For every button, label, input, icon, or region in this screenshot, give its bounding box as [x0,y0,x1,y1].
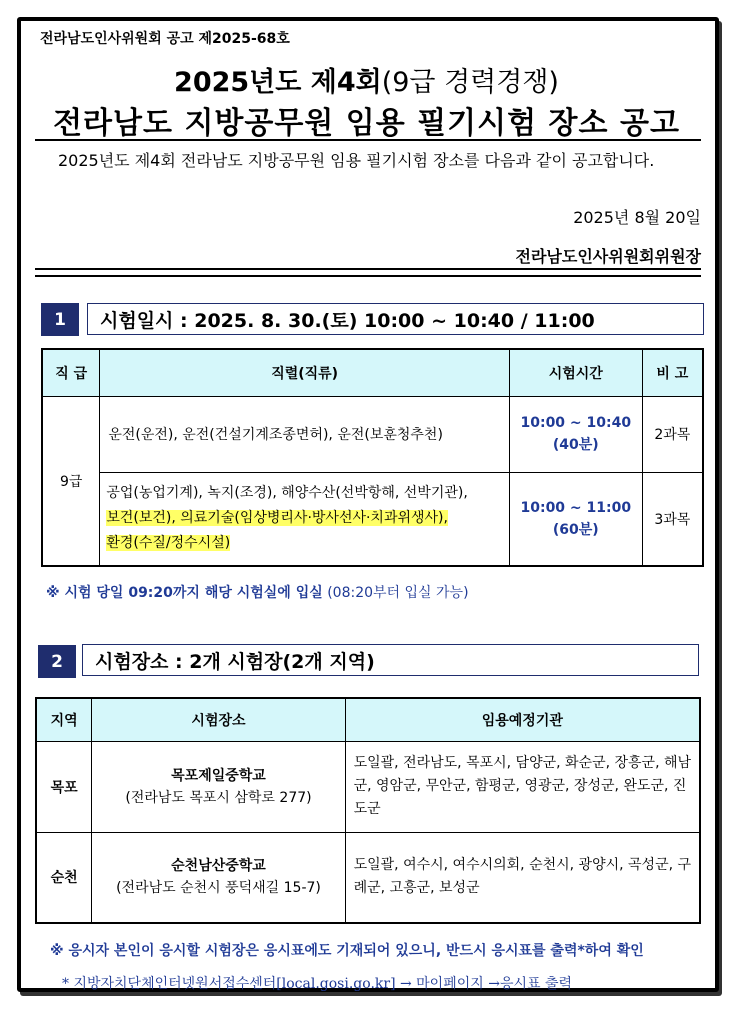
region-cell: 순천 [36,832,92,923]
exam-venue-table [35,697,701,924]
time-cell [509,472,642,566]
title-line1 [0,60,733,99]
double-divider [35,268,701,277]
agencies-cell: 도일괄, 여수시, 여수시의회, 순천시, 광양시, 곡성군, 구례군, 고흥군, 보성군 [345,832,700,923]
time-cell [509,396,642,472]
section1-title: 시험일시 : 2025. 8. 30.(토) 10:00 ~ 10:40 / 11:00 [87,303,704,335]
note-cell: 3과목 [642,472,703,566]
venue-cell [92,741,345,832]
intro-text: 2025년도 제4회 전라남도 지방공무원 임용 필기시험 장소를 다음과 같이 공고합니다. [58,151,655,170]
grade-cell: 9급 [42,396,100,566]
entry-time-rest: (08:20부터 입실 가능) [322,585,469,601]
header-agencies: 임용예정기관 [345,698,700,741]
venue-name: 목포제일중학교 [171,767,266,784]
section2-title: 시험장소 : 2개 시험장(2개 지역) [82,644,699,676]
table-header-row [36,698,700,741]
header-region: 지역 [36,698,92,741]
header-time: 시험시간 [509,349,642,396]
series-line: 공업(농업기계), 녹지(조경), 해양수산(선박항해, 선박기관), [106,485,468,502]
admission-ticket-note: ※ 응시자 본인이 응시할 시험장은 응시표에도 기재되어 있으니, 반드시 응시표를 출력*하여 확인 [50,943,644,959]
time-range: 10:00 ~ 11:00 [520,499,632,516]
series-highlight: 환경(수질/정수시설) [106,535,231,552]
header-series: 직렬(직류) [100,349,510,396]
table-row [36,832,700,923]
venue-address: (전라남도 순천시 풍덕새길 15-7) [116,880,321,897]
series-highlight: 보건(보건), 의료기술(임상병리사·방사선사·치과위생사), [106,510,448,527]
venue-name: 순천남산중학교 [171,858,266,875]
region-cell: 목포 [36,741,92,832]
entry-time-bold: ※ 시험 당일 09:20까지 해당 시험실에 입실 [46,585,323,601]
header-venue: 시험장소 [92,698,345,741]
ticket-print-guide: * 지방자치단체인터넷원서접수센터[local.gosi.go.kr] → 마이페이지 →응시표 출력 [62,976,573,992]
note-cell: 2과목 [642,396,703,472]
agencies-cell: 도일괄, 전라남도, 목포시, 담양군, 화순군, 장흥군, 해남군, 영암군, 무안군, 함평군, 영광군, 장성군, 완도군, 진도군 [345,741,700,832]
header-note: 비 고 [642,349,703,396]
title-light: (9급 경력경쟁) [381,67,559,98]
exam-schedule-table [41,348,704,567]
page-title: 전라남도 지방공무원 임용 필기시험 장소 공고 [53,106,680,141]
title-divider [35,139,701,141]
notice-date: 2025년 8월 20일 [573,208,701,227]
series-cell: 운전(운전), 운전(건설기계조종면허), 운전(보훈청추천) [100,396,510,472]
section2-number: 2 [38,645,76,678]
venue-cell [92,832,345,923]
section1-number: 1 [41,303,79,336]
time-duration: (60분) [552,521,599,538]
header-grade: 직 급 [42,349,100,396]
table-header-row [42,349,703,396]
time-duration: (40분) [552,437,599,453]
issuer: 전라남도인사위원회위원장 [515,247,701,266]
title-bold: 2025년도 제4회 [174,67,382,98]
table-row [42,396,703,472]
notice-number: 전라남도인사위원회 공고 제2025-68호 [40,31,290,47]
time-range: 10:00 ~ 10:40 [520,415,632,431]
venue-address: (전라남도 목포시 삼학로 277) [125,789,312,806]
series-cell [100,472,510,566]
table-row [36,741,700,832]
entry-time-note [46,582,469,602]
table-row [42,472,703,566]
